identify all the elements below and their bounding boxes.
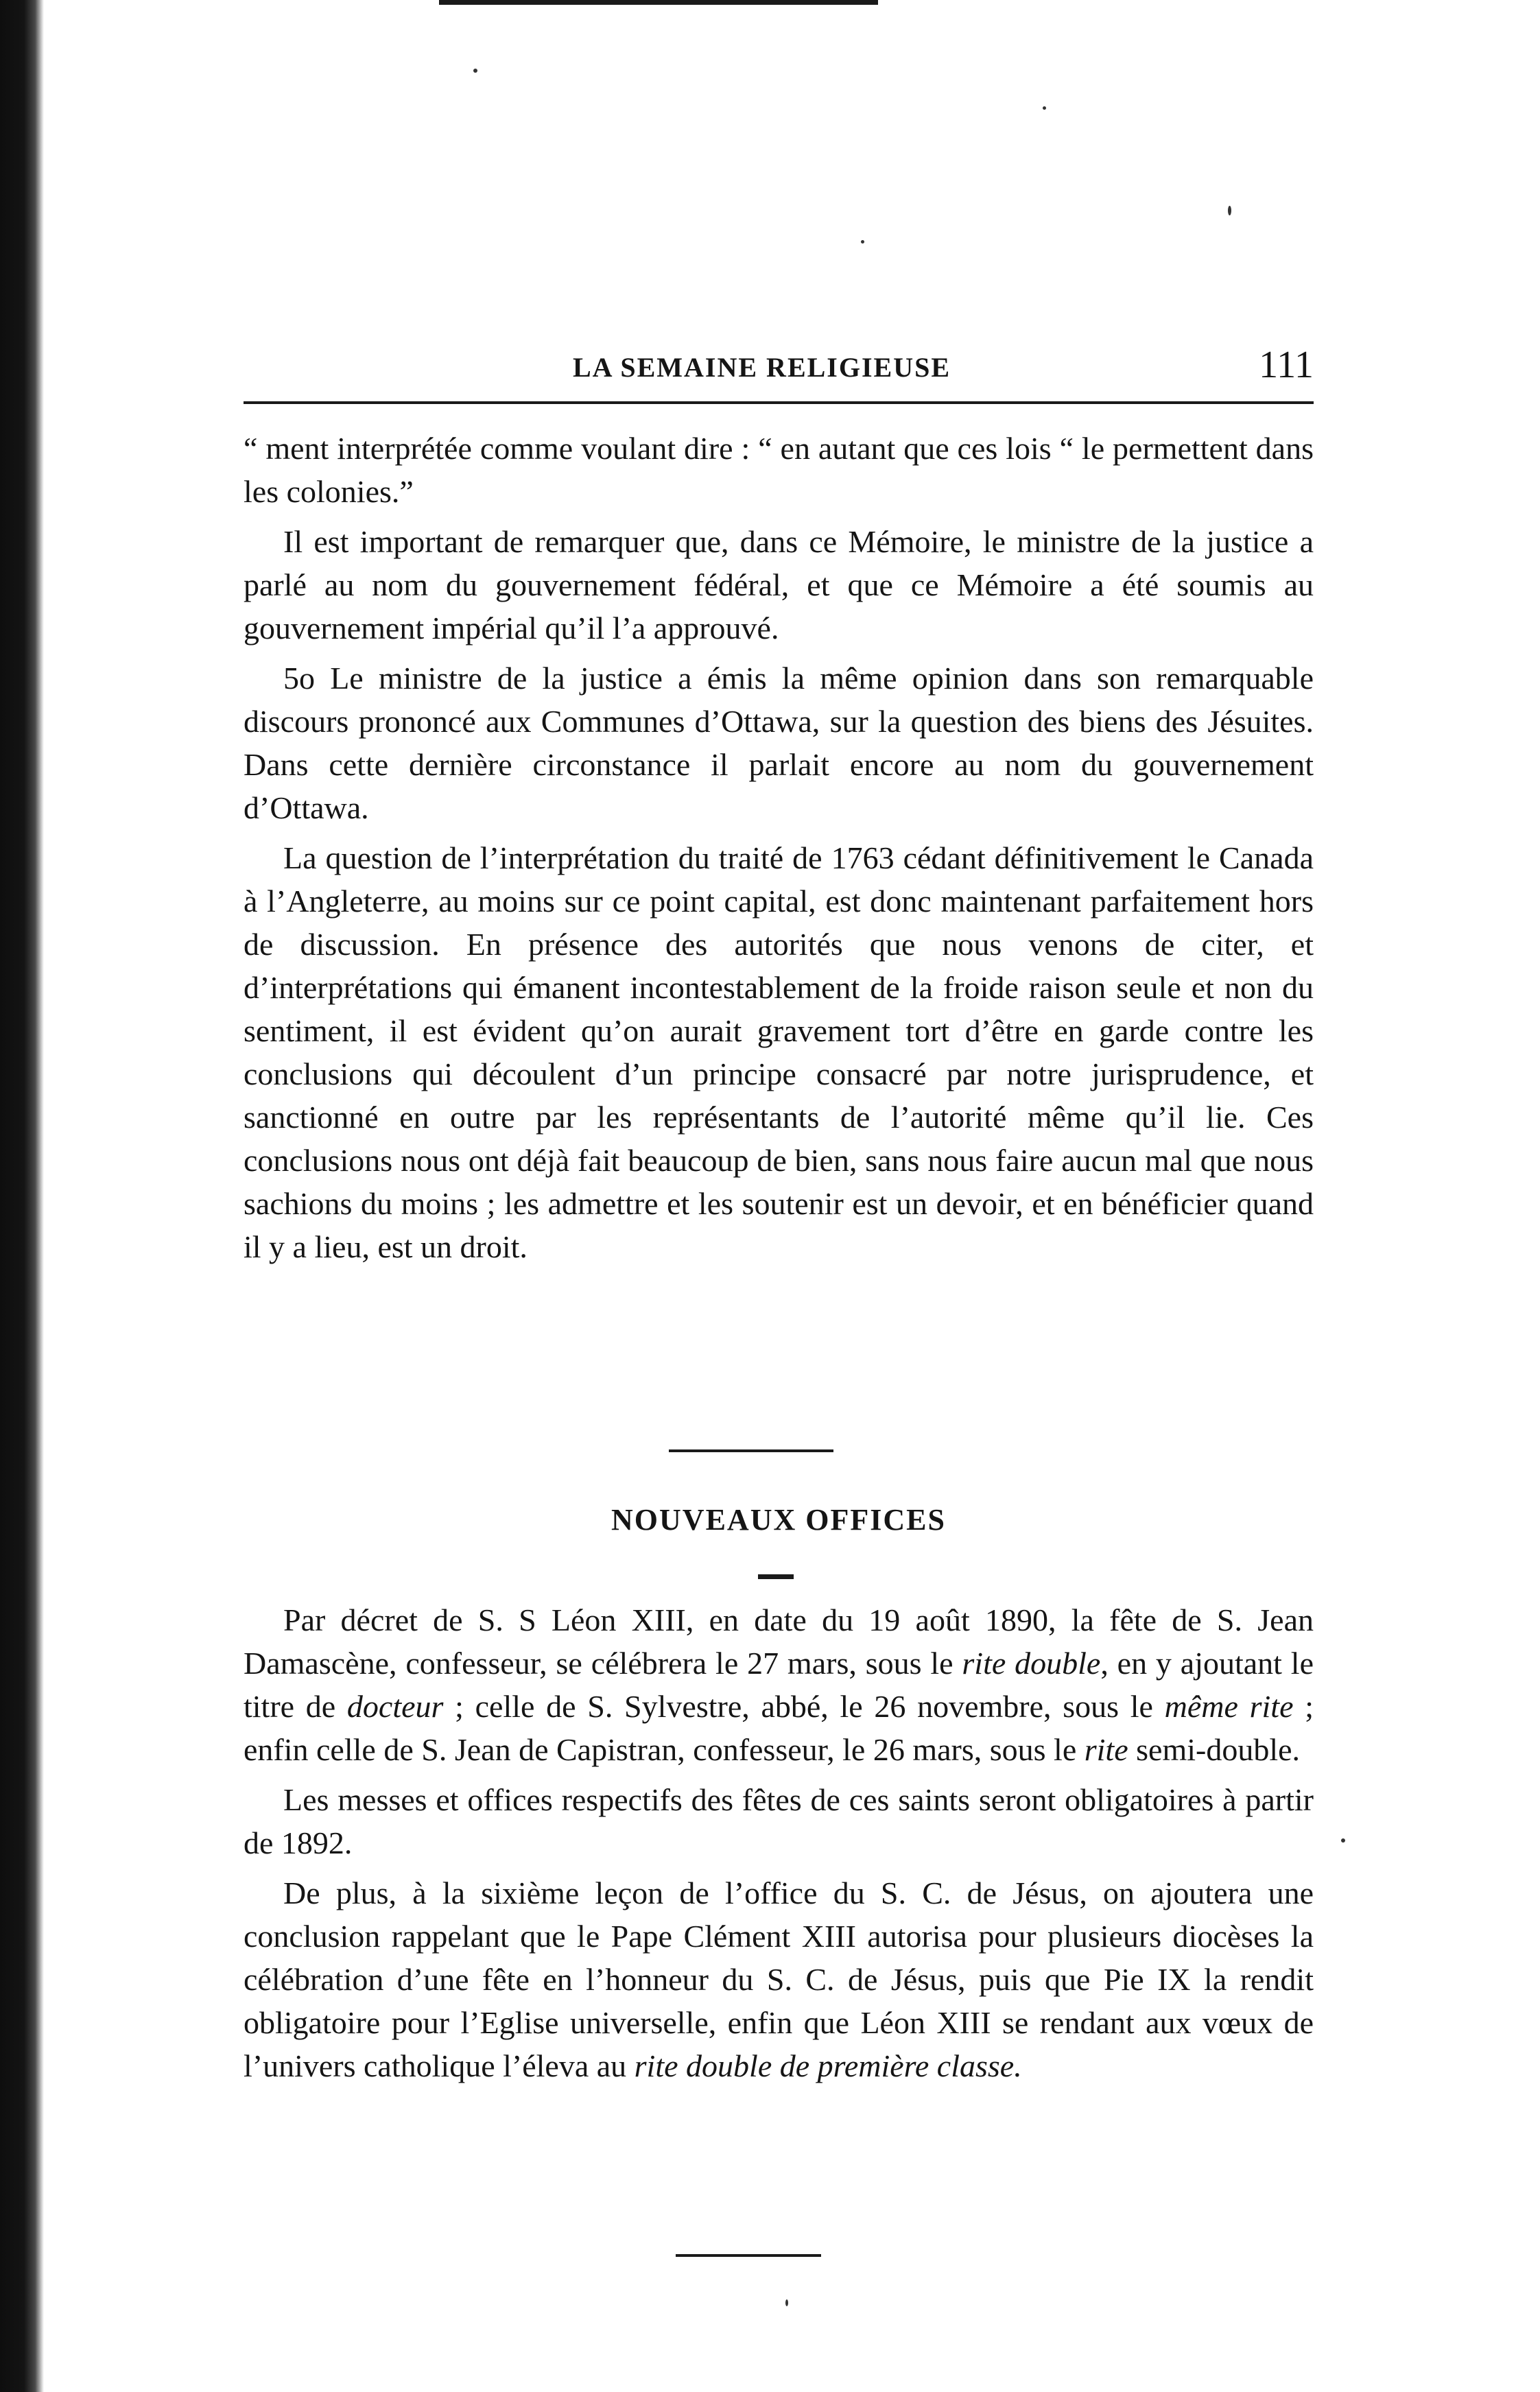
italic-term: même rite — [1164, 1689, 1294, 1724]
section-body — [244, 1598, 1314, 2094]
scan-speck — [1341, 1838, 1345, 1843]
paragraph — [244, 1598, 1314, 1771]
paragraph: La question de l’interprétation du traité de 1763 cédant définitivement le Canada à l’Angleterre, au moins sur ce point capital, est donc maintenant parfaitement hors de discussion. En présence des autorités que nous venons de citer, et d’interprétations qui émanent incontestablement de la froide raison seule et non du sentiment, il est évident qu’on aurait gravement tort d’être en garde contre les conclusions qui découlent d’un principe consacré par notre jurisprudence, et sanctionné en outre par les représentants de l’autorité même qu’il lie. Ces conclusions nous ont déjà fait beaucoup de bien, sans nous faire aucun mal que nous sachions du moins ; les admettre et les soutenir est un devoir, et en bénéficier quand il y a lieu, est un droit. — [244, 840, 1314, 1264]
italic-term: rite — [1084, 1732, 1128, 1767]
title-dash — [758, 1574, 794, 1579]
paragraph: Il est important de remarquer que, dans ce Mémoire, le ministre de la justice a parlé au nom du gouvernement fédéral, et que ce Mémoire a été soumis au gouvernement impérial qu’il l’a approuvé. — [244, 524, 1314, 646]
scan-speck — [785, 2299, 788, 2306]
scan-speck — [1228, 206, 1231, 215]
text-run: semi-double. — [1128, 1732, 1301, 1767]
text-run: , en y ajoutant le titre de — [244, 1646, 1314, 1724]
text-run: ; celle de S. Sylvestre, abbé, le 26 novembre, sous le — [443, 1689, 1165, 1724]
page-header — [244, 343, 1314, 391]
scan-speck — [473, 69, 477, 73]
section-separator — [669, 1449, 833, 1452]
paragraph — [244, 1871, 1314, 2087]
italic-term: rite double — [962, 1646, 1101, 1681]
paragraph: 5o Le ministre de la justice a émis la même opinion dans son remarquable discours prononcé aux Communes d’Ottawa, sur la question des biens des Jésuites. Dans cette dernière circonstance il parlait encore au nom du gouvernement d’Ottawa. — [244, 661, 1314, 825]
text-run: ; enfin celle de S. Jean de Capistran, confesseur, le 26 mars, sous le — [244, 1689, 1314, 1767]
book-binding-shadow — [0, 0, 44, 2392]
running-title: LA SEMAINE RELIGIEUSE — [573, 352, 951, 383]
section-title: NOUVEAUX OFFICES — [611, 1503, 946, 1537]
body-text — [244, 427, 1314, 1275]
page-number: 111 — [1259, 344, 1314, 386]
scan-edge-line — [439, 0, 878, 5]
text-run: Par décret de S. S Léon XIII, en date du 19 août 1890, la fête de S. Jean Damascène, confesseur, se célébrera le 27 mars, sous le — [244, 1602, 1314, 1681]
header-rule — [244, 401, 1314, 404]
bottom-separator — [676, 2254, 821, 2257]
paragraph: Les messes et offices respectifs des fêtes de ces saints seront obligatoires à partir de 1892. — [244, 1782, 1314, 1860]
scan-speck — [1043, 106, 1046, 110]
scan-speck — [861, 240, 864, 244]
text-run: De plus, à la sixième leçon de l’office du S. C. de Jésus, on ajoutera une conclusion rappelant que le Pape Clément XIII autorisa pour plusieurs diocèses la célébration d’une fête en l’honneur du S. C. de Jésus, puis que Pie IX la rendit obligatoire pour l’Eglise universelle, enfin que Léon XIII se rendant aux vœux de l’univers catholique l’éleva au — [244, 1875, 1314, 2083]
paragraph-continued: “ ment interprétée comme voulant dire : “ en autant que ces lois “ le permettent dans les colonies.” — [244, 431, 1314, 509]
italic-term: rite double de première classe. — [634, 2048, 1022, 2083]
italic-term: docteur — [346, 1689, 444, 1724]
